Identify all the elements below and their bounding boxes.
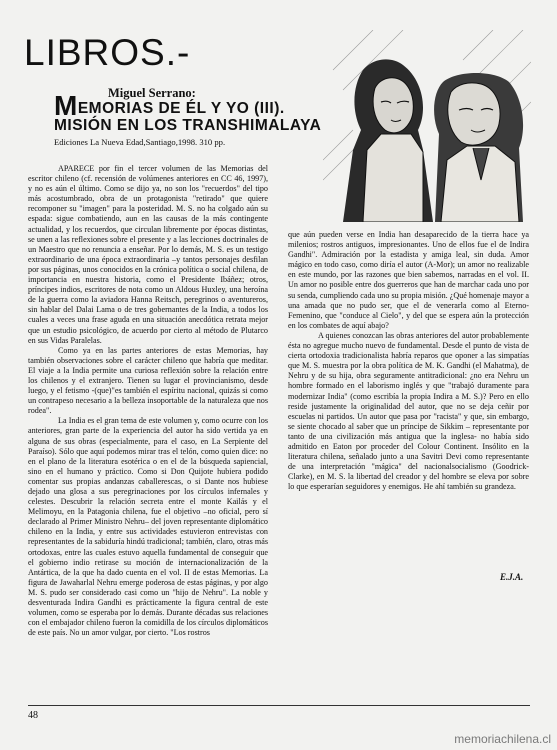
title-line-1: EMORIAS DE ÉL Y YO (III).	[77, 100, 285, 117]
portrait-drawing-icon	[323, 30, 531, 222]
paragraph: La India es el gran tema de este volumen y, como ocurre con los anteriores, gran parte de la experiencia del autor ha sido vertida ya en alguna de sus obras (especialmente, para el caso, en La Serpiente del Paraíso). Sólo que aquí podemos mirar tras el telón, como quien dice: no en el plano de la literatura esotérica o en el de la búsqueda sapiencial, sino en el humano y práctico. Como si Don Quijote hubiera podido comentar sus propias andanzas caballerescas, o si Dante nos hubiese dejado una glosa a sus peregrinaciones por los círculos infernales y celestes. Descubrir la relación secreta entre el monte Kailás y el Melimoyu, en la Patagonia chilena, fue el objetivo –no oficial, pero sí declarado al Primer Ministro Nehru– del joven representante diplomático chileno en la India, y entre sus actividades estuvieron entrevistas con representantes de la sabiduría hindú tradicional; también, claro, otras más ortodoxas, entre las cuales estuvo aquella fundamental de conseguir que el gobierno indio retirase su moción de internacionalización de la Antártica, de la que ha dado cuenta en el vol. II de estas Memorias. La figura de Jawaharlal Nehru emerge poderosa de estas páginas, y por algo M. S. pudo ser considerado casi como un "hijo de Nehru". La noble y desventurada Indira Gandhi es prácticamente la figura central de este volumen, como se esperaba por lo demás. Durante décadas sus relaciones con el embajador chileno fueron la comidilla de los círculos diplomáticos de este país. No un amor vulgar, por cierto. "Los rostros	[28, 416, 268, 638]
paragraph: que aún pueden verse en India han desaparecido de la tierra hace ya milenios; rostros antiguos, impresionantes. Uno de ellos fue el de Indira Gandhi". Admiración por la estadista y amiga leal, sin duda. Amor mágico en todo caso, como diría el autor (A-Mor); un amor no realizable en este mundo, por las razones que bien sabemos, narradas en el vol. II. Un amor no posible entre dos guerreros que han de marchar cada uno por su senda, cumpliendo cada uno su propia misión. ¿Qué homenaje mayor a una amada que no pudo ser, que el de venerarla como al Eterno-Femenino, que "conduce al Cielo", y del que se espera aún la protección en los combates de aquí abajo?	[288, 230, 529, 330]
title-line-2: MISIÓN EN LOS TRANSHIMALAYA	[54, 117, 322, 134]
page-number: 48	[28, 710, 38, 721]
watermark: memoriachilena.cl	[454, 732, 551, 746]
paragraph: A quienes conozcan las obras anteriores del autor probablemente ésta no agregue mucho nuevo de fundamental. Desde el punto de vista de cierta ortodoxia tradicionalista habría reparos que oponer a las simpatías que M. S. muestra por la obra política de M. K. Gandhi (el Mahatma), de Nehru y de su hija, obra seguramente antitradicional: ¿no era Nehru un hombre formado en el laborismo inglés y que "trabajó duramente para modernizar India" (como escribía la propia Indira a M. S.)? Pero en ello reside justamente la originalidad del autor, que no se deja ceñir por escuelas ni partidos. Un autor que pasa por "racista" y que, sin embargo, se siente chocado al saber que un príncipe de Sikkim – representante por tanto de una civilización más antigua que la inglesa- no había sido admitido en Eaton por proceder del Colour Continent. Insólito en la literatura chilena, señalado junto a una Savitri Devi como representante de una interpretación "mágica" del nacionalsocialismo (Goodrick-Clarke), en M. S. la libertad del creador y del hombre se eleva por sobre lo que esperarían seguidores y enemigos. He ahí también su grandeza.	[288, 330, 529, 492]
article-column-right	[288, 230, 529, 570]
book-author: Miguel Serrano:	[108, 86, 196, 100]
footer-divider	[28, 705, 530, 706]
edition-info: Ediciones La Nueva Edad,Santiago,1998. 310 pp.	[54, 137, 226, 147]
paragraph: Como ya en las partes anteriores de estas Memorias, hay también observaciones sobre el carácter chileno que habría que meditar. El viaje a la India permite una curiosa reflexión sobre la relación entre los chilenos y el extranjero. Tienen su lugar el provincianismo, desde luego, y el fetismo -(que)"es también el espíritu nacional, quizás si como un contrapeso necesario a la belleza insoportable de la naturaleza que nos rodea".	[28, 345, 268, 416]
title-initial: M	[54, 90, 78, 121]
paragraph: APARECE por fin el tercer volumen de las Memorias del escritor chileno (cf. recensión de volúmenes anteriores en CC 46, 1997), y no es aún el último. Como se dijo ya, no son los "recuerdos" del tipo más acostumbrado, obra de un protagonista "retirado" que quiere recomponer su "imagen" para la posteridad. M. S. no ha colgado aún su espada: sigue combatiendo, aun en las causas de la más contingente actualidad, y los recuerdos, que circulan libremente por épocas distintas, se unen a las reflexiones sobre el presente y a las lecciones doctrinales de un Maestro que no renuncia a enseñar. Por lo demás, M. S. es un testigo extraordinario de una época extraordinaria –y tantos personajes desfilan por sus páginas, unos conocidos en la crónica política o social chilena, de importancia en nuestra historia, como el Presidente Ibáñez; otros, príncipes indios, escritores de nota como un Aldous Huxley, una heroína de la guerra como la aviadora Hanna Reitsch, peregrinos o aventureros, sin hablar del Dalai Lama o de tres gobernantes de la India, a todos los cuales a veces una frase aguda en una situación anecdótica retrata mejor que un estudio psicológico, de acuerdo por cierto al método de Plutarco en sus Vidas Paralelas.	[28, 164, 268, 345]
author-signature: E.J.A.	[500, 572, 524, 582]
section-title: LIBROS.-	[24, 32, 191, 73]
portrait-illustration	[323, 30, 531, 222]
article-column-left	[28, 164, 268, 704]
